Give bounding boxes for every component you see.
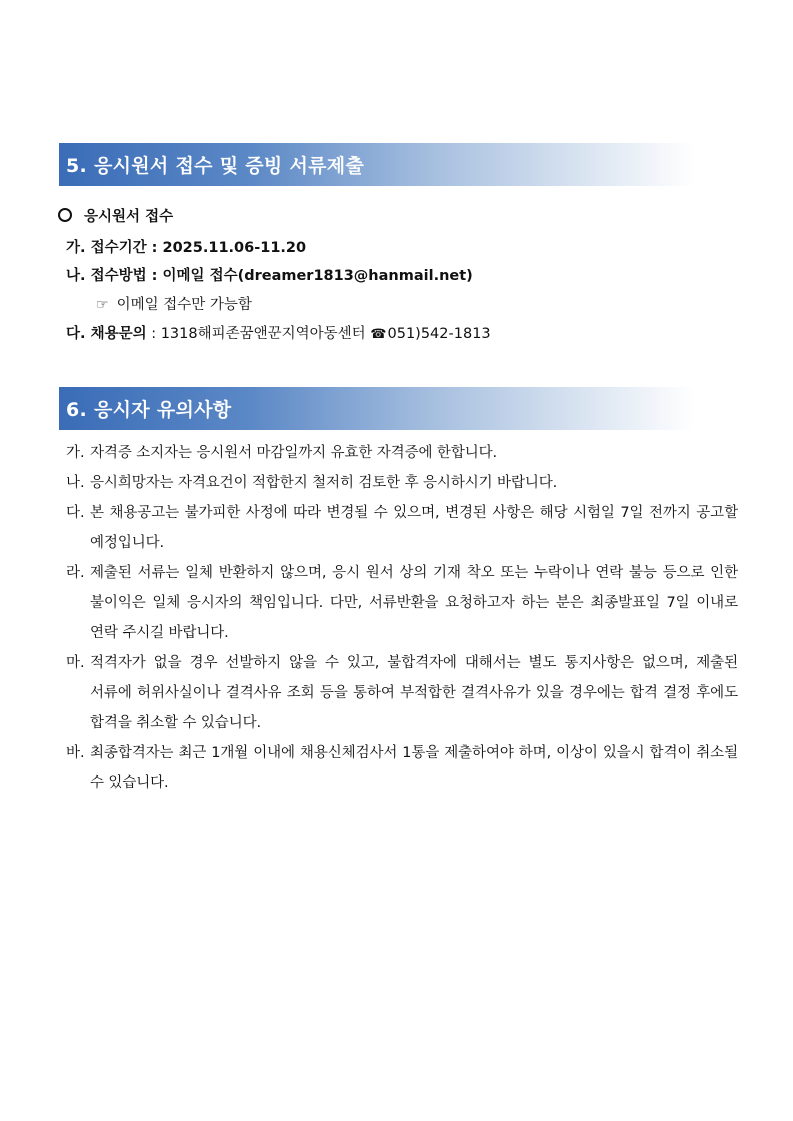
list-item (66, 498, 738, 558)
list-item (66, 468, 738, 498)
section-5-title: 5. 응시원서 접수 및 증빙 서류제출 (66, 155, 365, 177)
period-value: 2025.11.06-11.20 (162, 240, 307, 256)
period-label: 가. 접수기간 : (66, 240, 163, 256)
section-6-header (59, 387, 695, 430)
inquiry-phone: 051)542-1813 (387, 326, 491, 342)
list-item (66, 438, 738, 468)
note-marker: 마. (66, 655, 85, 671)
note-text: 본 채용공고는 불가피한 사정에 따라 변경될 수 있으며, 변경된 사항은 해당 시험일 7일 전까지 공고할 예정입니다. (90, 505, 738, 551)
note-marker: 다. (66, 505, 85, 521)
method-label: 나. 접수방법 : (66, 268, 163, 284)
inquiry-line (66, 324, 491, 345)
list-item (66, 648, 738, 738)
pointing-hand-icon: ☞ (96, 297, 109, 313)
application-subheading-text: 응시원서 접수 (84, 209, 174, 225)
note-text: 최종합격자는 최근 1개월 이내에 채용신체검사서 1통을 제출하여야 하며, 이상이 있을시 합격이 취소될 수 있습니다. (90, 745, 738, 791)
note-marker: 가. (66, 445, 85, 461)
section-5-header (59, 143, 695, 186)
note-text: 제출된 서류는 일체 반환하지 않으며, 응시 원서 상의 기재 착오 또는 누락이나 연락 불능 등으로 인한 불이익은 일체 응시자의 책임입니다. 다만, 서류반환을 요청하고자 하는 분은 최종발표일 7일 이내로 연락 주시길 바랍니다. (90, 565, 738, 641)
note-marker: 바. (66, 745, 85, 761)
note-marker: 나. (66, 475, 85, 491)
method-note-text: 이메일 접수만 가능함 (116, 297, 252, 313)
list-item (66, 558, 738, 648)
inquiry-organization: 1318해피존꿈앤꾼지역아동센터 (160, 326, 371, 342)
application-method (66, 266, 473, 286)
list-item (66, 738, 738, 798)
method-note (96, 295, 252, 315)
inquiry-separator: : (146, 326, 161, 342)
notes-list (66, 438, 738, 798)
note-text: 응시희망자는 자격요건이 적합한지 철저히 검토한 후 응시하시기 바랍니다. (90, 475, 558, 491)
method-value: 이메일 접수(dreamer1813@hanmail.net) (162, 268, 473, 284)
note-text: 자격증 소지자는 응시원서 마감일까지 유효한 자격증에 한합니다. (90, 445, 498, 461)
application-period (66, 238, 306, 258)
inquiry-label: 다. 채용문의 (66, 326, 147, 342)
application-subheading (58, 207, 173, 227)
circle-bullet-icon (58, 208, 72, 222)
note-text: 적격자가 없을 경우 선발하지 않을 수 있고, 불합격자에 대해서는 별도 통지사항은 없으며, 제출된 서류에 허위사실이나 결격사유 조회 등을 통하여 부적합한 결격사유가 있을 경우에는 합격 결정 후에도 합격을 취소할 수 있습니다. (90, 655, 738, 731)
section-6-title: 6. 응시자 유의사항 (66, 399, 232, 421)
note-marker: 라. (66, 565, 85, 581)
phone-icon: ☎ (370, 327, 387, 342)
